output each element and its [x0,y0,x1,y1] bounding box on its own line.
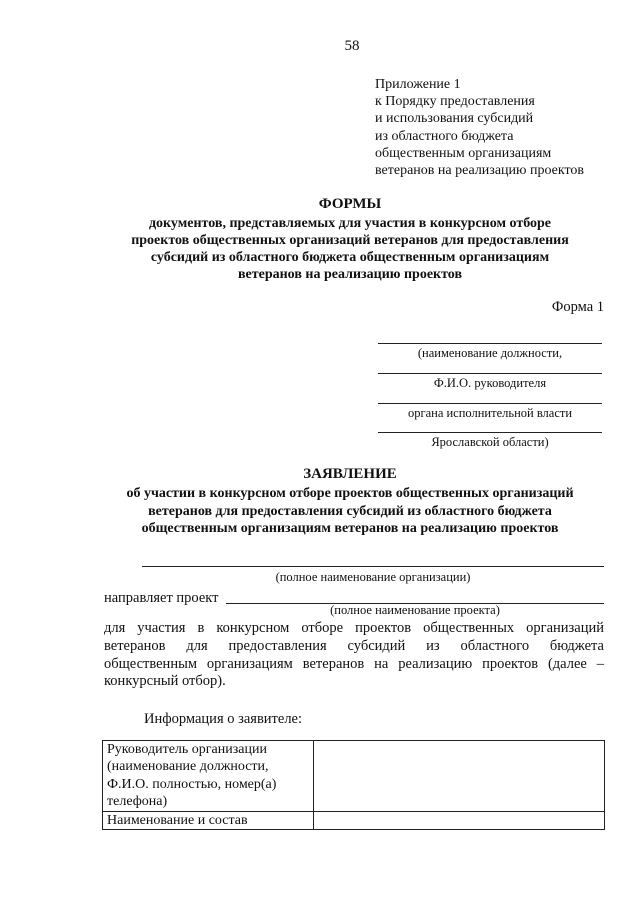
purpose-line: для участия в конкурсном отборе проектов общественных организаций [104,620,604,636]
appendix-line: к Порядку предоставления [375,94,535,110]
purpose-line: ветеранов для предоставления субсидий из областного бюджета [104,637,604,654]
name-line[interactable] [378,373,602,374]
authority-line[interactable] [378,403,602,404]
position-line[interactable] [378,343,602,344]
statement-subtitle-line: об участии в конкурсном отборе проектов общественных организаций [126,486,574,501]
cell-line: Наименование и состав [107,812,248,828]
region-caption: Ярославской области) [431,435,549,449]
statement-subtitle [100,485,600,538]
project-caption: (полное наименование проекта) [330,603,500,617]
form-number: Форма 1 [551,299,604,315]
table-cell-label [103,741,314,812]
table-row [103,811,605,829]
statement-subtitle-line: ветеранов для предоставления субсидий из областного бюджета [148,503,552,519]
table-cell-label [103,811,314,829]
cell-line: Ф.И.О. полностью, номер(а) [107,776,277,792]
appendix-block [375,76,584,179]
organization-caption: (полное наименование организации) [275,570,471,584]
applicant-info-table [102,740,605,830]
organization-name-line[interactable] [142,566,604,567]
authority-caption: органа исполнительной власти [407,406,573,420]
forms-title: ФОРМЫ [318,196,382,212]
statement-title: ЗАЯВЛЕНИЕ [303,466,397,482]
table-cell-value[interactable] [314,741,605,812]
name-caption: Ф.И.О. руководителя [433,376,547,390]
forms-subtitle-line: документов, представляемых для участия в конкурсном отборе [148,216,552,231]
appendix-line: общественным организациям [375,145,552,161]
appendix-line: и использования субсидий [375,111,534,127]
purpose-line: общественным организациям ветеранов на реализацию проектов (далее – [104,655,604,672]
page-number: 58 [344,38,360,54]
table-cell-value[interactable] [314,811,605,829]
info-intro: Информация о заявителе: [144,711,303,727]
cell-line: телефона) [107,794,168,810]
forms-subtitle-line: проектов общественных организаций ветеранов для предоставления [131,233,569,248]
purpose-paragraph [104,620,604,691]
cell-line: (наименование должности, [107,759,269,775]
region-line[interactable] [378,432,602,433]
appendix-line: Приложение 1 [375,77,461,92]
table-row [103,741,605,812]
cell-line: Руководитель организации [107,742,267,757]
forms-subtitle [100,215,600,283]
statement-subtitle-line: общественным организациям ветеранов на реализацию проектов [141,521,559,536]
forms-subtitle-line: субсидий из областного бюджета общественным организациям [150,250,550,265]
appendix-line: из областного бюджета [375,128,514,144]
position-caption: (наименование должности, [417,346,563,360]
forms-subtitle-line: ветеранов на реализацию проектов [237,267,463,282]
appendix-line: ветеранов на реализацию проектов [375,163,585,179]
purpose-line: конкурсный отбор). [104,673,226,690]
sends-project-label: направляет проект [104,590,219,606]
